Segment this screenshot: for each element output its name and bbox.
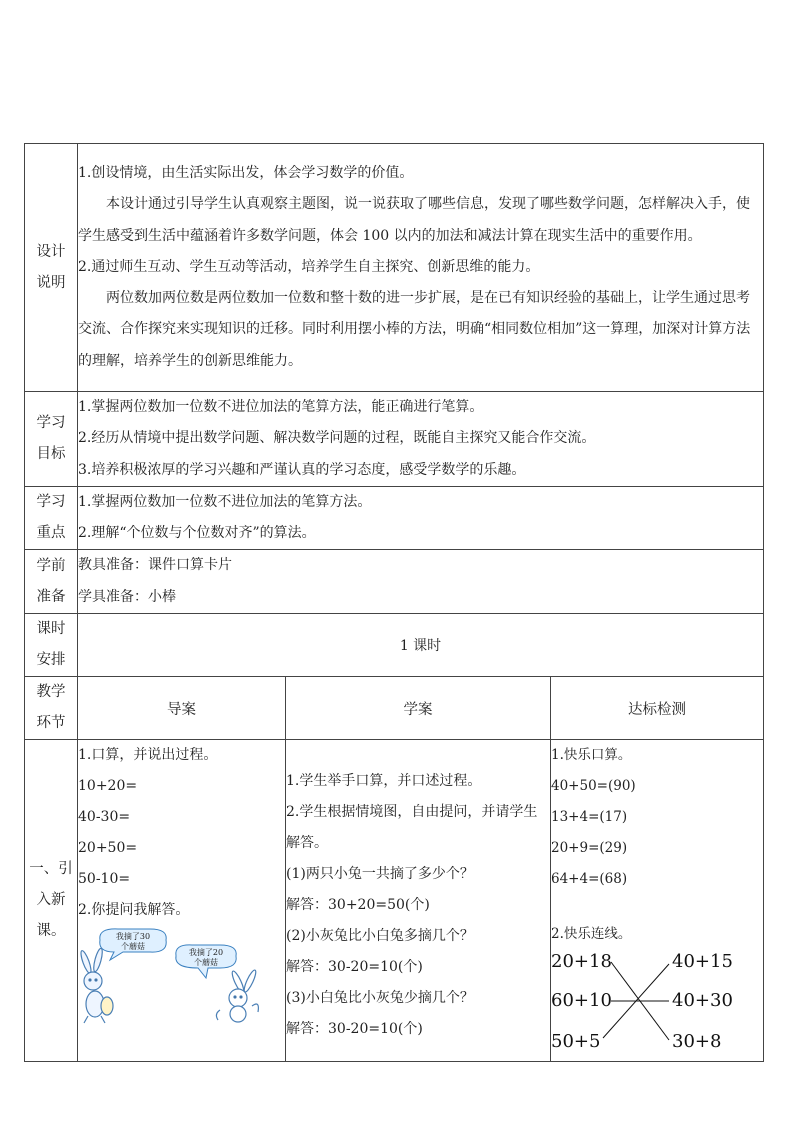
design-paragraph: 1.创设情境，由生活实际出发，体会学习数学的价值。: [78, 164, 414, 181]
label-line: 学前: [36, 557, 66, 574]
check-cell: [551, 740, 764, 1062]
grey-rabbit: [79, 948, 113, 1023]
bubble-left-line: 个蘑菇: [121, 942, 145, 952]
goals-row: [25, 392, 764, 487]
prep-row: [25, 550, 764, 614]
bubble-right-line: 个蘑菇: [194, 958, 218, 968]
student-line: 解答：30-20=10(个): [286, 959, 423, 976]
student-cell: [286, 740, 551, 1062]
white-rabbit: [216, 969, 258, 1022]
prep-item: 学具准备：小棒: [78, 588, 176, 605]
guide-line: 50-10=: [78, 871, 131, 888]
label-line: 教学: [36, 684, 66, 701]
guide-line: 20+50=: [78, 840, 138, 857]
match-right-item: 40+30: [672, 990, 733, 1012]
label-line: 课时: [36, 621, 66, 638]
label-line: 一、引: [29, 861, 73, 878]
matching-exercise: [551, 950, 751, 1050]
student-line: 1.学生举手口算，并口述过程。: [286, 773, 482, 790]
goal-item: 3.培养积极浓厚的学习兴趣和严谨认真的学习态度，感受学数学的乐趣。: [78, 461, 526, 478]
header-guide: 导案: [78, 677, 286, 740]
label-line: 环节: [36, 715, 66, 732]
label-line: 设计: [36, 243, 66, 260]
key-item: 2.理解“个位数与个位数对齐”的算法。: [78, 525, 316, 542]
guide-line: 10+20=: [78, 778, 138, 795]
time-row: [25, 614, 764, 677]
key-content: [78, 486, 764, 550]
prep-label: [25, 550, 78, 614]
bubble-right-line: 我摘了20: [188, 948, 224, 958]
stages-header-row: [25, 677, 764, 740]
lesson-plan-table: [24, 143, 764, 1062]
check-item: 40+50=(90): [551, 778, 636, 795]
match-left-item: 50+5: [551, 1031, 601, 1051]
match-left-item: 60+10: [551, 990, 612, 1012]
label-line: 目标: [36, 445, 66, 462]
label-line: 重点: [36, 525, 66, 542]
match-lines: [603, 962, 669, 1040]
time-label: [25, 614, 78, 677]
label-line: 课。: [36, 923, 66, 940]
check-title: 1.快乐口算。: [551, 747, 632, 764]
rabbits-illustration: [78, 926, 263, 1026]
key-label: [25, 486, 78, 550]
match-title: 2.快乐连线。: [551, 926, 632, 943]
label-line: 学习: [36, 414, 66, 431]
goals-label: [25, 392, 78, 487]
goals-content: [78, 392, 764, 487]
student-line: 2.学生根据情境图，自由提问，并请学生解答。: [286, 804, 538, 852]
right-speech-bubble: [176, 945, 236, 978]
design-label: [25, 144, 78, 392]
guide-line: 1.口算，并说出过程。: [78, 747, 218, 764]
design-content: [78, 144, 764, 392]
goal-item: 1.掌握两位数加一位数不进位加法的笔算方法，能正确进行笔算。: [78, 399, 484, 415]
guide-cell: [78, 740, 286, 1062]
design-row: [25, 144, 764, 392]
header-check: 达标检测: [551, 677, 764, 740]
match-right-item: 40+15: [672, 951, 733, 973]
time-value: 1 课时: [78, 614, 764, 677]
student-line: (3)小白兔比小灰兔少摘几个？: [286, 990, 474, 1007]
check-item: 20+9=(29): [551, 840, 628, 857]
design-paragraph: 本设计通过引导学生认真观察主题图，说一说获取了哪些信息，发现了哪些数学问题，怎样解决入手，使学生感受到生活中蕴涵着许多数学问题，体会 100 以内的加法和减法计算在现实生活中的重要作用。: [78, 196, 750, 244]
intro-label: [25, 740, 78, 1062]
student-line: (2)小灰兔比小白兔多摘几个？: [286, 928, 474, 945]
check-item: 13+4=(17): [551, 809, 628, 826]
left-speech-bubble: [100, 929, 166, 960]
student-line: (1)两只小兔一共摘了多少个？: [286, 866, 474, 883]
label-line: 说明: [36, 274, 66, 291]
label-line: 安排: [36, 652, 66, 669]
intro-row: [25, 740, 764, 1062]
match-left-item: 20+18: [551, 951, 612, 973]
check-item: 64+4=(68): [551, 871, 628, 888]
key-row: [25, 486, 764, 550]
label-line: 入新: [36, 892, 66, 909]
key-item: 1.掌握两位数加一位数不进位加法的笔算方法。: [78, 493, 372, 510]
prep-item: 教具准备：课件口算卡片: [78, 557, 232, 574]
student-line: 解答：30-20=10(个): [286, 1021, 423, 1038]
header-student: 学案: [286, 677, 551, 740]
prep-content: [78, 550, 764, 614]
goal-item: 2.经历从情境中提出数学问题、解决数学问题的过程，既能自主探究又能合作交流。: [78, 430, 596, 447]
student-line: 解答：30+20=50(个): [286, 897, 430, 914]
design-paragraph: 2.通过师生互动、学生互动等活动，培养学生自主探究、创新思维的能力。: [78, 258, 540, 275]
design-paragraph: 两位数加两位数是两位数加一位数和整十数的进一步扩展，是在已有知识经验的基础上，让学生通过思考交流、合作探究来实现知识的迁移。同时利用摆小棒的方法，明确“相同数位相加”这一算理，加深对计算方法的理解，培养学生的创新思维能力。: [78, 290, 751, 369]
match-right-item: 30+8: [672, 1031, 722, 1051]
guide-line: 2.你提问我解答。: [78, 902, 190, 919]
bubble-left-line: 我摘了30: [115, 932, 151, 942]
stages-label: [25, 677, 78, 740]
label-line: 准备: [36, 588, 66, 605]
label-line: 学习: [36, 494, 66, 511]
guide-line: 40-30=: [78, 809, 131, 826]
